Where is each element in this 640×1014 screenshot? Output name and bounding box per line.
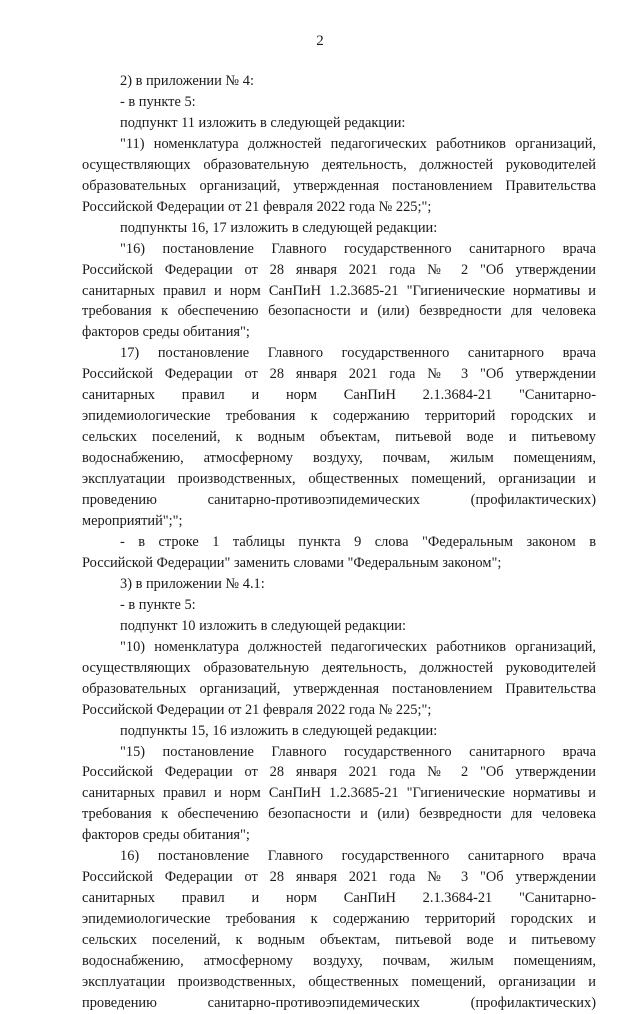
text-line: подпункты 15, 16 изложить в следующей редакции:	[120, 722, 438, 739]
text-line: санитарных правил и норм СанПиН 2.1.3684-21 "Санитарно-	[82, 890, 596, 907]
text-line: - в пункте 5:	[120, 93, 196, 110]
text-line: Российской Федерации от 28 января 2021 года № 2 "Об утверждении	[82, 764, 596, 781]
text-line: Российской Федерации от 21 февраля 2022 года № 225;";	[82, 198, 432, 215]
text-line: 16) постановление Главного государственного санитарного врача	[120, 848, 596, 865]
text-line: мероприятий";";	[82, 513, 183, 530]
text-line: образовательных организаций, утвержденная постановлением Правительства	[82, 680, 596, 697]
text-line: "16) постановление Главного государственного санитарного врача	[120, 240, 596, 257]
text-line: осуществляющих образовательную деятельность, должностей руководителей	[82, 659, 596, 676]
text-line: Российской Федерации" заменить словами "Федеральным законом";	[82, 554, 502, 571]
text-line: "15) постановление Главного государственного санитарного врача	[120, 743, 596, 760]
text-line: санитарных правил и норм СанПиН 1.2.3685-21 "Гигиенические нормативы и	[82, 282, 596, 299]
text-line: сельских поселений, к водным объектам, питьевой воде и питьевому	[82, 429, 596, 446]
text-line: подпункты 16, 17 изложить в следующей редакции:	[120, 219, 438, 236]
text-line: водоснабжению, атмосферному воздуху, почвам, жилым помещениям,	[82, 450, 596, 467]
text-line: Российской Федерации от 21 февраля 2022 года № 225;";	[82, 701, 432, 718]
text-line: подпункт 11 изложить в следующей редакции:	[120, 114, 406, 131]
text-line: эпидемиологические требования к содержанию территорий городских и	[82, 408, 596, 425]
text-line: сельских поселений, к водным объектам, питьевой воде и питьевому	[82, 932, 596, 949]
text-line: требования к обеспечению безопасности и (или) безвредности для человека	[82, 806, 596, 823]
text-line: 2) в приложении № 4:	[120, 73, 254, 89]
text-line: "11) номенклатура должностей педагогических работников организаций,	[120, 135, 596, 152]
text-line: требования к обеспечению безопасности и (или) безвредности для человека	[82, 303, 596, 320]
text-line: подпункт 10 изложить в следующей редакции:	[120, 617, 406, 634]
text-line: Российской Федерации от 28 января 2021 года № 3 "Об утверждении	[82, 366, 596, 383]
text-line: - в строке 1 таблицы пункта 9 слова "Федеральным законом в	[120, 533, 596, 550]
document-body	[82, 71, 596, 1014]
text-line: - в пункте 5:	[120, 596, 196, 613]
text-line: эксплуатации производственных, общественных помещений, организации и	[82, 471, 596, 488]
text-line: эпидемиологические требования к содержанию территорий городских и	[82, 911, 596, 928]
text-line: эксплуатации производственных, общественных помещений, организации и	[82, 973, 596, 990]
text-line: 3) в приложении № 4.1:	[120, 575, 265, 592]
text-line: санитарных правил и норм СанПиН 1.2.3685-21 "Гигиенические нормативы и	[82, 785, 596, 802]
text-line: проведению санитарно-противоэпидемических (профилактических)	[82, 492, 596, 509]
text-line: факторов среды обитания";	[82, 827, 250, 844]
text-line: проведению санитарно-противоэпидемических (профилактических)	[82, 994, 596, 1011]
text-line: водоснабжению, атмосферному воздуху, почвам, жилым помещениям,	[82, 953, 596, 970]
text-line: "10) номенклатура должностей педагогических работников организаций,	[120, 638, 596, 655]
page-number: 2	[316, 33, 324, 49]
text-line: осуществляющих образовательную деятельность, должностей руководителей	[82, 156, 596, 173]
text-line: Российской Федерации от 28 января 2021 года № 3 "Об утверждении	[82, 869, 596, 886]
text-line: образовательных организаций, утвержденная постановлением Правительства	[82, 177, 596, 194]
text-line: факторов среды обитания";	[82, 324, 250, 341]
text-line: 17) постановление Главного государственного санитарного врача	[120, 345, 596, 362]
text-line: санитарных правил и норм СанПиН 2.1.3684-21 "Санитарно-	[82, 387, 596, 404]
text-line: Российской Федерации от 28 января 2021 года № 2 "Об утверждении	[82, 261, 596, 278]
